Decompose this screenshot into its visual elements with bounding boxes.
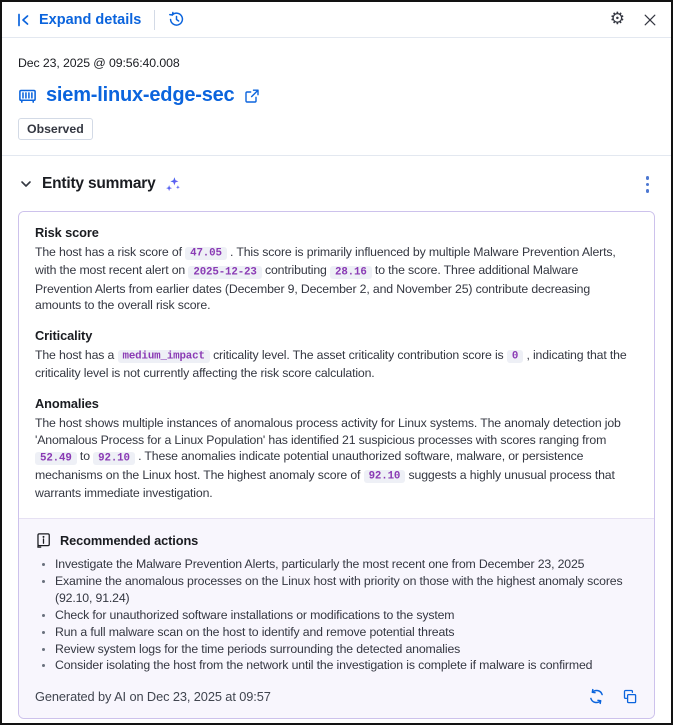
- inline-code-chip: 92.10: [364, 470, 406, 483]
- entity-summary-panel: [18, 211, 655, 720]
- event-timestamp: Dec 23, 2025 @ 09:56:40.008: [18, 56, 180, 70]
- observed-status-badge: Observed: [18, 118, 93, 140]
- ai-sparkles-icon: [164, 176, 181, 193]
- kebab-dot: [646, 176, 650, 180]
- action-item: • Consider isolating the host from the network until the investigation is complete if malware is confirmed: [55, 657, 638, 674]
- history-clock-icon: [168, 11, 185, 28]
- recommended-actions-section: [19, 518, 654, 718]
- recommended-actions-title: Recommended actions: [60, 533, 199, 549]
- history-button[interactable]: [168, 11, 185, 28]
- inline-code-chip: medium_impact: [118, 350, 210, 363]
- close-flyout-button[interactable]: [643, 13, 657, 27]
- inline-code-chip: 2025-12-23: [188, 266, 261, 279]
- header-divider: [154, 10, 155, 30]
- inline-code-chip: 52.49: [35, 452, 77, 465]
- expand-details-label: Expand details: [39, 11, 142, 28]
- regenerate-button[interactable]: [588, 688, 605, 705]
- section-heading: Risk score: [35, 224, 99, 240]
- close-icon: [643, 13, 657, 27]
- kebab-dot: [646, 189, 650, 193]
- action-item: • Review system logs for the time periods surrounding the detected anomalies: [55, 641, 638, 658]
- summary-sections: [19, 212, 654, 519]
- action-item: • Examine the anomalous processes on the Linux host with priority on those with the highest anomaly scores (92.10, 91.24): [55, 573, 638, 607]
- summary-section: [35, 328, 638, 382]
- inline-code-chip: 0: [507, 350, 523, 363]
- flyout-content: [2, 38, 671, 725]
- refresh-icon: [588, 688, 605, 705]
- section-divider: [2, 155, 671, 156]
- flyout-header-bar: [2, 2, 671, 38]
- copy-button[interactable]: [622, 689, 638, 705]
- expand-details-button[interactable]: [16, 12, 141, 28]
- inline-code-chip: 47.05: [185, 247, 227, 260]
- recommended-actions-header: [35, 532, 638, 549]
- summary-section: [35, 225, 638, 314]
- documentation-icon: [35, 532, 52, 549]
- gear-icon: ⚙: [609, 9, 625, 29]
- action-item: • Run a full malware scan on the host to identify and remove potential threats: [55, 624, 638, 641]
- section-paragraph: The host has a medium_impact criticality level. The asset criticality contribution score is 0 , indicating that the criticality level is not currently affecting the risk score calculation.: [35, 347, 627, 381]
- entity-summary-title: Entity summary: [42, 175, 156, 193]
- entity-summary-header: [18, 173, 655, 196]
- host-name-link[interactable]: siem-linux-edge-sec: [46, 84, 235, 106]
- host-storage-icon: [18, 86, 37, 105]
- action-item: • Check for unauthorized software installations or modifications to the system: [55, 607, 638, 624]
- expand-panel-icon: [16, 12, 32, 28]
- summary-options-menu-button[interactable]: [640, 173, 656, 196]
- section-paragraph: The host shows multiple instances of anomalous process activity for Linux systems. The anomaly detection job 'Anomalous Process for a Linux Population' has identified 21 suspicious processes with scores ranging from 52.49 to 92.10 . These anomalies indicate potential unauthorized software, malware, or persistence mechanisms on the Linux host. The highest anomaly score of 92.10 suggests a highly unusual process that warrants immediate investigation.: [35, 416, 621, 501]
- action-item: • Investigate the Malware Prevention Alerts, particularly the most recent one from December 23, 2025: [55, 556, 638, 573]
- open-external-icon[interactable]: [244, 88, 260, 104]
- host-title-row: [18, 84, 655, 107]
- section-paragraph: The host has a risk score of 47.05 . This score is primarily influenced by multiple Malware Prevention Alerts, with the most recent alert on 2025-12-23 contributing 28.16 to the score. Three additional Malware Prevention Alerts from earlier dates (December 9, December 2, and November 25) contribute decreasing amounts to the overall risk score.: [35, 244, 616, 313]
- recommended-actions-list: [35, 556, 638, 674]
- copy-icon: [622, 689, 638, 705]
- section-heading: Criticality: [35, 327, 93, 343]
- chevron-down-icon: [18, 176, 34, 192]
- section-heading: Anomalies: [35, 396, 99, 412]
- entity-summary-toggle[interactable]: [18, 175, 181, 193]
- summary-footer: [35, 674, 638, 705]
- inline-code-chip: 92.10: [93, 452, 135, 465]
- kebab-dot: [646, 183, 650, 187]
- generated-by-ai-text: Generated by AI on Dec 23, 2025 at 09:57: [35, 689, 271, 705]
- inline-code-chip: 28.16: [330, 266, 372, 279]
- summary-section: [35, 396, 638, 502]
- settings-button[interactable]: [610, 11, 625, 28]
